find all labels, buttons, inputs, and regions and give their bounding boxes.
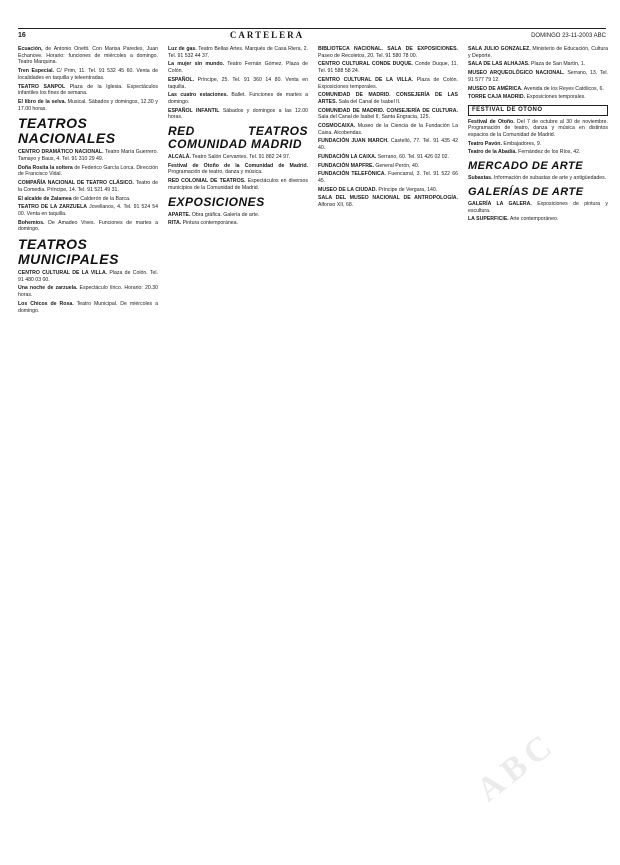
listing-name: El alcalde de Zalamea xyxy=(18,195,72,202)
column-1 xyxy=(18,46,158,846)
listing-details: Teatro Salón Cervantes. Tel. 91 882 24 97. xyxy=(192,154,291,161)
listing-name: RITA. xyxy=(168,220,182,227)
listing-entry xyxy=(468,201,608,214)
listing-entry xyxy=(468,70,608,83)
section-heading: EXPOSICIONES xyxy=(168,194,265,209)
listing-details: Teatro María Guerrero. Tamayo y Baus, 4. Tel. 91 310 29 49. xyxy=(18,149,158,163)
listing-entry xyxy=(318,46,458,59)
listing-details: Teatro Municipal. De miércoles a domingo. xyxy=(18,300,158,314)
listing-details: Ballet. Funciones de martes a domingo. xyxy=(168,92,308,105)
abc-watermark: ABC xyxy=(470,724,564,810)
listing-entry xyxy=(18,180,158,193)
listing-details: General Perón, 40. xyxy=(375,162,420,169)
listing-name: SALA DEL MUSEO NACIONAL DE ANTROPOLOGÍA. xyxy=(318,195,458,202)
listing-entry xyxy=(318,108,458,121)
listing-name: CENTRO CULTURAL DE LA VILLA. xyxy=(18,270,108,277)
listing-entry xyxy=(18,99,158,112)
listing-entry xyxy=(168,108,308,121)
listing-name: Teatro Pavón. xyxy=(468,140,502,147)
listing-name: MUSEO ARQUEOLÓGICO NACIONAL. xyxy=(468,70,565,77)
listing-entry xyxy=(318,163,458,170)
listing-entry xyxy=(18,84,158,97)
listing-entry xyxy=(168,154,308,161)
listing-details: Plaza de Colón. Tel. 91 480 03 00. xyxy=(18,270,158,283)
listing-details: Embajadores, 9. xyxy=(503,140,542,147)
listing-name: TEATRO DE LA ZARZUELA xyxy=(18,204,88,211)
listing-entry xyxy=(18,46,158,66)
listing-details: Plaza de la Iglesia. Espectáculos infantiles los fines de semana. xyxy=(18,83,158,97)
listing-details: Información de subastas de arte y antigüedades. xyxy=(493,175,607,182)
listing-details: Fernández de los Ríos, 42. xyxy=(518,149,581,156)
listing-name: ESPAÑOL. xyxy=(168,76,195,83)
listing-name: Los Chicos de Rosa. xyxy=(18,300,74,307)
listing-entry xyxy=(18,204,158,217)
listing-entry xyxy=(168,220,308,227)
listing-entry xyxy=(468,119,608,139)
listing-name: Subastas. xyxy=(468,175,493,182)
listing-name: El libro de la selva. xyxy=(18,98,66,105)
listing-entry xyxy=(18,220,158,233)
listing-entry xyxy=(168,46,308,59)
listing-details: de Federico García Lorca. Dirección de Francisco Vidal. xyxy=(18,164,158,178)
listing-entry xyxy=(168,212,308,219)
listing-name: Bohemios. xyxy=(18,219,45,226)
listing-entry xyxy=(468,94,608,101)
listing-details: Fuencarral, 3. Tel. 91 522 66 45. xyxy=(318,171,458,184)
column-3 xyxy=(318,46,458,846)
listing-details: de Calderón de la Barca. xyxy=(73,195,131,202)
listing-entry xyxy=(318,138,458,151)
listing-details: Conde Duque, 11. Tel. 91 588 58 24. xyxy=(318,61,458,75)
listing-name: Festival de Otoño. xyxy=(468,118,515,125)
listing-entry xyxy=(168,77,308,90)
listing-details: Plaza de Colón. Exposiciones temporales. xyxy=(318,76,458,90)
listing-name: GALERÍA LA GALERA. xyxy=(468,200,532,207)
listing-entry xyxy=(18,196,158,203)
listing-name: Luz de gas. xyxy=(168,46,197,52)
listing-name: Ecuación, xyxy=(18,46,43,52)
listing-details: Ministerio de Educación, Cultura y Deporte. xyxy=(468,46,608,59)
listing-details: Exposiciones de pintura y escultura. xyxy=(468,200,608,214)
listing-name: FUNDACIÓN TELEFÓNICA. xyxy=(318,171,386,178)
listing-entry xyxy=(468,141,608,148)
listing-name: MUSEO DE LA CIUDAD. xyxy=(318,186,377,193)
page-number: 16 xyxy=(18,32,26,39)
listing-name: SALA JULIO GONZÁLEZ. xyxy=(468,46,531,52)
listing-details: Serrano, 60. Tel. 91 426 02 02. xyxy=(377,153,449,160)
section-title: CARTELERA xyxy=(229,30,305,40)
listing-name: Doña Rosita la soltera xyxy=(18,164,73,171)
listing-name: Tren Especial. xyxy=(18,68,54,75)
listing-details: Pintura contemporánea. xyxy=(182,220,238,227)
listing-details: Teatro Fernán Gómez. Plaza de Colón. xyxy=(168,61,308,75)
listing-entry xyxy=(18,68,158,81)
listing-name: FUNDACIÓN MAPFRE. xyxy=(318,162,374,169)
listing-name: APARTE. xyxy=(168,211,191,218)
listing-entry xyxy=(468,216,608,223)
listing-entry xyxy=(468,61,608,68)
listing-name: CENTRO CULTURAL DE LA VILLA. xyxy=(318,76,414,83)
listing-name: ALCALÁ. xyxy=(168,154,191,161)
listing-entry xyxy=(318,171,458,184)
boxed-section-heading: FESTIVAL DE OTOÑO xyxy=(468,105,608,116)
listing-entry xyxy=(318,187,458,194)
listing-name: CENTRO CULTURAL CONDE DUQUE. xyxy=(318,61,413,68)
listing-entry xyxy=(318,92,458,105)
listing-entry xyxy=(168,178,308,191)
listing-entry xyxy=(18,270,158,283)
listing-details: Sábados y domingos a las 12.00 horas. xyxy=(168,107,308,121)
listing-details: C/ Prim, 11. Tel. 91 532 45 60. Venta de localidades en taquilla y teleentradas. xyxy=(18,68,158,81)
listing-details: Musical. Sábados y domingos, 12.30 y 17.00 horas. xyxy=(18,98,158,112)
listing-name: Las cuatro estaciones. xyxy=(168,92,228,99)
listing-details: Sala del Canal de Isabel II. Santa Engracia, 125. xyxy=(318,114,430,121)
listing-details: Castelló, 77. Tel. 91 435 42 40. xyxy=(318,138,458,152)
listing-details: Plaza de San Martín, 1. xyxy=(531,61,586,68)
page-header xyxy=(18,28,606,43)
listing-name: FUNDACIÓN LA CAIXA. xyxy=(318,153,377,160)
listing-entry xyxy=(318,123,458,136)
listing-name: BIBLIOTECA NACIONAL. SALA DE EXPOSICIONES. xyxy=(318,46,458,52)
listing-name: Festival de Otoño de la Comunidad de Madrid. xyxy=(168,162,308,169)
listing-details: Arte contemporáneo. xyxy=(509,216,559,223)
listing-entry xyxy=(468,86,608,93)
listing-name: TORRE CAJA MADRID. xyxy=(468,94,526,101)
listing-details: Príncipe, 25. Tel. 91 360 14 80. Venta en taquilla. xyxy=(168,76,308,90)
listing-details: Obra gráfica. Galería de arte. xyxy=(191,211,260,218)
issue-date: DOMINGO 23-11-2003 ABC xyxy=(531,33,606,39)
listing-details: Paseo de Recoletos, 20. Tel. 91 580 78 00. xyxy=(318,52,418,59)
listing-entry xyxy=(318,61,458,74)
listing-details: Jovellanos, 4. Tel. 91 524 54 00. Venta en taquilla. xyxy=(18,204,158,217)
listing-details: Serrano, 13. Tel. 91 577 79 12. xyxy=(468,70,608,83)
listing-details: de Antonio Onetti. Con Marisa Paredes, Juan Echanove. Horario: funciones de miércoles a domingo. Teatro Marquina. xyxy=(18,46,158,66)
listing-name: COMUNIDAD DE MADRID. CONSEJERÍA DE CULTURA. xyxy=(318,107,458,114)
listing-name: Una noche de zarzuela. xyxy=(18,285,78,292)
section-heading: GALERÍAS DE ARTE xyxy=(468,185,584,198)
listing-name: COMPAÑÍA NACIONAL DE TEATRO CLÁSICO. xyxy=(18,180,134,187)
listing-details: Alfonso XII, 68. xyxy=(318,202,354,209)
listing-entry xyxy=(18,165,158,178)
listing-name: MUSEO DE AMÉRICA. xyxy=(468,85,523,92)
listings-columns xyxy=(18,46,608,846)
listing-details: Teatro de la Comedia. Príncipe, 14. Tel. 91 521 49 31. xyxy=(18,180,158,193)
listing-entry xyxy=(318,77,458,90)
listing-entry xyxy=(168,163,308,176)
listing-entry xyxy=(318,154,458,161)
listing-details: De Amadeo Vives. Funciones de martes a domingo. xyxy=(18,219,158,233)
listing-entry xyxy=(168,92,308,105)
listing-details: Del 7 de octubre al 30 de noviembre. Programación de teatro, danza y música en distintos espacios de la Comunidad de Madrid. xyxy=(468,118,608,139)
listing-entry xyxy=(168,61,308,74)
listing-name: COMUNIDAD DE MADRID. CONSEJERÍA DE LAS ARTES. xyxy=(318,92,458,105)
listing-name: ESPAÑOL INFANTIL xyxy=(168,107,220,114)
column-2 xyxy=(168,46,308,846)
section-heading: MERCADO DE ARTE xyxy=(468,160,584,173)
listing-entry xyxy=(318,195,458,208)
listing-entry xyxy=(18,285,158,298)
listing-name: La mujer sin mundo. xyxy=(168,61,225,68)
listing-name: SALA DE LAS ALHAJAS. xyxy=(468,61,530,68)
listing-name: COSMOCAIXA. xyxy=(318,123,356,130)
section-heading: TEATROS MUNICIPALES xyxy=(18,236,119,268)
listing-entry xyxy=(468,175,608,182)
listing-details: Espectáculos en diversos municipios de la Comunidad de Madrid. xyxy=(168,178,308,191)
listing-details: Teatro Bellas Artes. Marqués de Casa Riera, 2. Tel. 91 532 44 37. xyxy=(168,46,308,59)
section-heading: RED TEATROS COMUNIDAD MADRID xyxy=(168,124,308,152)
column-4 xyxy=(468,46,608,846)
listing-name: TEATRO SANPOL xyxy=(18,83,66,90)
listing-entry xyxy=(18,301,158,314)
listing-details: Museo de la Ciencia de la Fundación La Caixa. Alcobendas. xyxy=(318,123,458,136)
listing-entry xyxy=(18,149,158,162)
listing-details: Príncipe de Vergara, 140. xyxy=(378,186,438,193)
listing-details: Sala del Canal de Isabel II. xyxy=(338,98,401,105)
listing-name: FUNDACIÓN JUAN MARCH. xyxy=(318,138,389,145)
listing-details: Espectáculo lírico. Horario: 20.30 horas. xyxy=(18,285,158,299)
listing-name: CENTRO DRAMÁTICO NACIONAL. xyxy=(18,149,104,156)
section-heading: TEATROS NACIONALES xyxy=(18,115,116,147)
listing-details: Exposiciones temporales. xyxy=(526,94,586,101)
listing-name: Teatro de la Abadía. xyxy=(468,149,517,156)
listing-details: Avenida de los Reyes Católicos, 6. xyxy=(523,85,604,92)
listing-entry xyxy=(468,46,608,59)
listing-name: RED COLONIAL DE TEATROS. xyxy=(168,178,246,185)
listing-entry xyxy=(468,149,608,156)
listing-details: Programación de teatro, danza y música. xyxy=(168,169,263,176)
listing-name: LA SUPERFICIE. xyxy=(468,216,509,223)
